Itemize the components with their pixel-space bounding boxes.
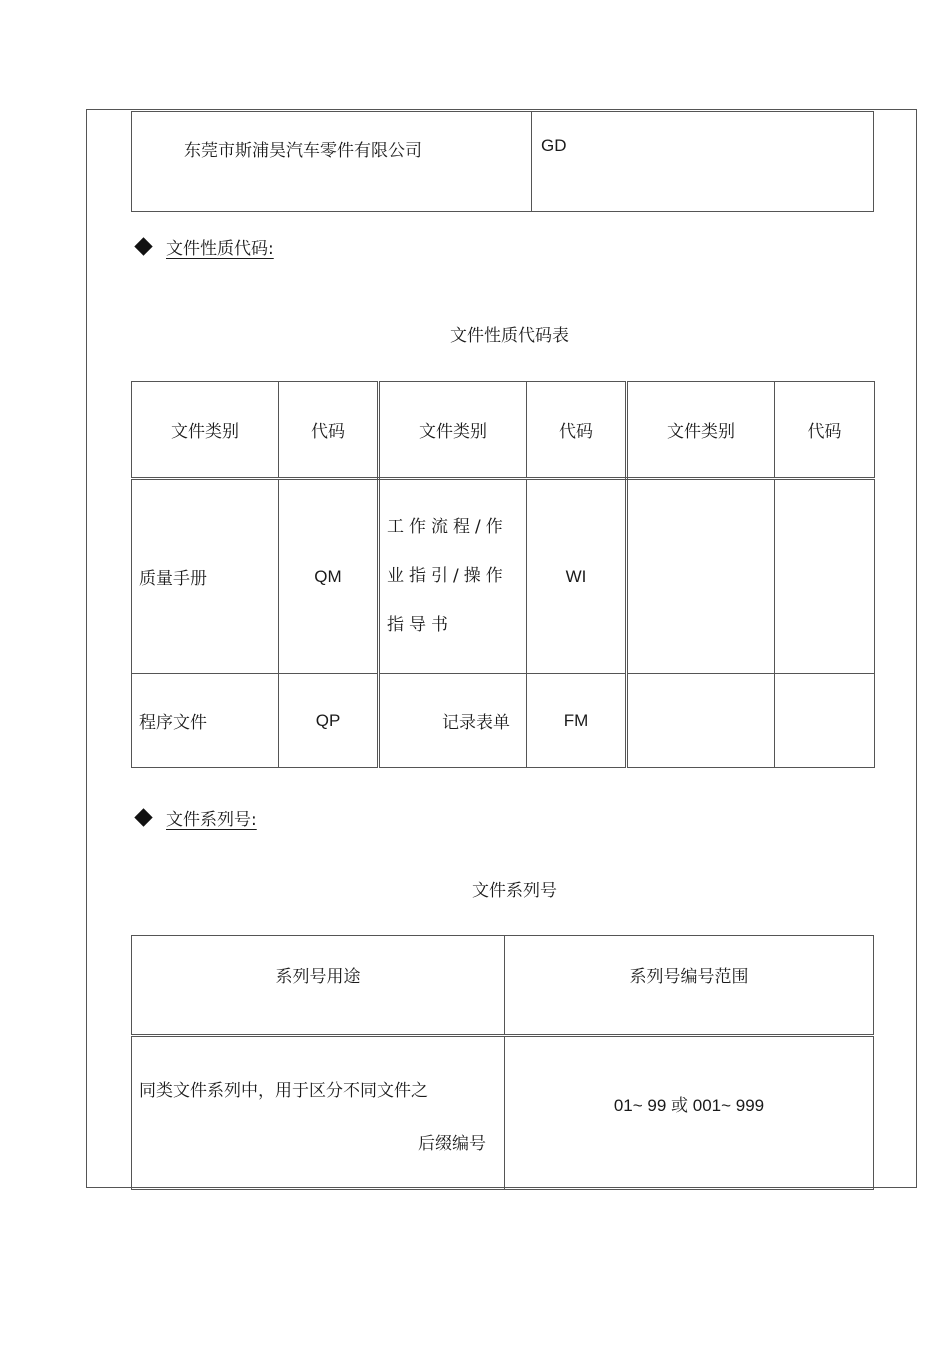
header-cell: 文件类别	[627, 382, 775, 479]
table-cell	[775, 674, 875, 768]
nature-code-table	[131, 381, 875, 768]
usage-line: 后缀编号	[418, 1134, 486, 1154]
nature-table-caption: 文件性质代码表	[450, 326, 569, 346]
table-cell	[627, 479, 775, 674]
header-cell: 代码	[527, 382, 627, 479]
table-cell: QP	[279, 674, 379, 768]
table-cell: WI	[527, 479, 627, 674]
company-table	[131, 111, 874, 212]
table-header-row	[132, 936, 874, 1036]
section-heading-nature	[135, 234, 274, 259]
table-cell: 工作流程/作业指引/操作指导书	[379, 479, 527, 674]
header-cell: 代码	[775, 382, 875, 479]
header-cell: 代码	[279, 382, 379, 479]
header-cell: 文件类别	[379, 382, 527, 479]
table-cell: 记录表单	[379, 674, 527, 768]
table-row	[132, 1036, 874, 1190]
table-row	[132, 674, 875, 768]
header-cell: 系列号用途	[132, 936, 505, 1036]
section-heading-series	[135, 805, 257, 830]
series-table-caption: 文件系列号	[472, 881, 557, 901]
table-cell: 质量手册	[132, 479, 279, 674]
diamond-bullet-icon	[134, 808, 152, 826]
header-cell: 文件类别	[132, 382, 279, 479]
company-name: 东莞市斯浦昊汽车零件有限公司	[132, 112, 532, 212]
table-cell: 程序文件	[132, 674, 279, 768]
series-number-table	[131, 935, 874, 1190]
table-cell	[775, 479, 875, 674]
section-heading-label: 文件系列号:	[166, 810, 257, 830]
diamond-bullet-icon	[134, 237, 152, 255]
series-usage-cell	[132, 1036, 505, 1190]
table-cell: QM	[279, 479, 379, 674]
table-row	[132, 479, 875, 674]
table-header-row	[132, 382, 875, 479]
header-cell: 系列号编号范围	[505, 936, 874, 1036]
table-cell: FM	[527, 674, 627, 768]
company-code: GD	[532, 112, 874, 212]
table-cell	[627, 674, 775, 768]
series-range-cell: 01~ 99 或 001~ 999	[505, 1036, 874, 1190]
usage-line: 同类文件系列中，用于区分不同文件之	[139, 1081, 428, 1101]
section-heading-label: 文件性质代码:	[166, 239, 274, 259]
